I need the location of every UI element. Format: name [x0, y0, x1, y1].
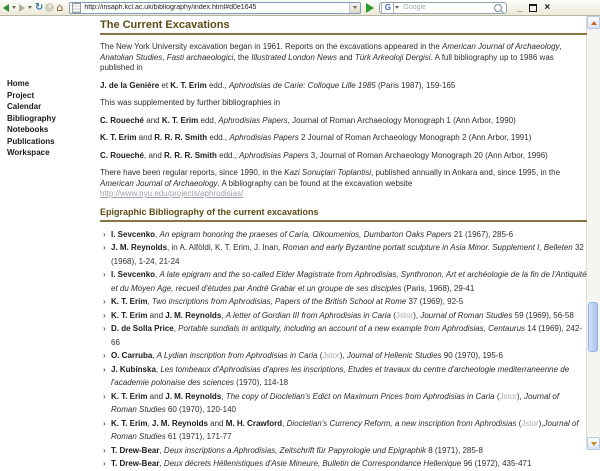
vertical-scrollbar[interactable]: [586, 16, 600, 450]
bib-entry: › O. Carruba, A Lydian inscription from Aphrodisias in Caria (Jstor), Journal of Hellenic Studies 90 (1970), 195-6: [100, 349, 587, 363]
reports-paragraph: [100, 168, 587, 200]
section-rule: [100, 220, 587, 222]
bib-entry: › K. T. Erim and J. M. Reynolds, The copy of Diocletian's Edict on Maximum Prices from Aphrodisias in Caria (Jstor), Journal of Roman Studies 60 (1970), 120-140: [100, 390, 587, 417]
bullet-arrow-icon: ›: [103, 351, 106, 360]
bib-entry: › K. T. Erim, Two inscriptions from Aphrodisias, Papers of the British School at Rome 37 (1969), 92-5: [100, 295, 587, 309]
minimize-button[interactable]: _: [517, 2, 523, 13]
window-controls: [517, 3, 550, 13]
intro-paragraph: The New York University excavation began in 1961. Reports on the excavations appeared in the American Journal of Archaeology, Anatolian Studies, Fasti archaeologici, the Illustrated London News and Türk Arkeoloji Dergisi. A full bibliography up to 1986 was published in: [100, 42, 562, 72]
back-history-dropdown[interactable]: [11, 1, 17, 15]
main-content: [100, 16, 587, 471]
search-bar[interactable]: [379, 2, 507, 14]
reports-text: There have been regular reports, since 1990, in the Kazi Sonuçlari Toplantisi, published annually in Ankara and, since 1995, in the American Journal of Archaeology. A bibliography can be found at the excavation website: [100, 168, 561, 188]
jstor-link[interactable]: Jstor: [499, 391, 517, 401]
bullet-arrow-icon: ›: [103, 459, 106, 468]
sidebar-nav: [7, 78, 56, 159]
bullet-arrow-icon: ›: [103, 324, 106, 333]
go-button[interactable]: [366, 3, 374, 13]
url-input[interactable]: http://insaph.kcl.ac.uk/bibliography/index.html#d0e1645: [84, 4, 257, 11]
section-title: Epigraphic Bibliography of the current excavations: [100, 206, 319, 217]
chevron-down-icon: [28, 6, 32, 9]
reference-line: C. Roueché, and R. R. R. Smith edd., Aphrodisias Papers 3, Journal of Roman Archaeology Monograph 20 (Ann Arbor, 1996): [100, 150, 548, 160]
bullet-arrow-icon: ›: [103, 418, 106, 428]
excavation-website-link[interactable]: http://www.nyu.edu/projects/aphrodisias/: [100, 189, 244, 198]
bib-entry: › T. Drew-Bear, Deux inscriptions a Aphrodisias, Zeitschrift für Papyrologie und Epigraphik 8 (1971), 285-8: [100, 444, 587, 458]
bib-entry: › T. Drew-Bear, Deux décrets Héllenistiques d'Asie Mineure, Bulletin de Correspondance Hellenique 96 (1972), 435-471: [100, 457, 587, 471]
back-icon: [3, 4, 9, 12]
search-input[interactable]: Google: [403, 4, 426, 11]
home-button[interactable]: [56, 1, 63, 15]
chevron-down-icon: [353, 6, 357, 9]
bullet-arrow-icon: ›: [103, 310, 106, 320]
restore-button[interactable]: [529, 4, 537, 12]
forward-history-dropdown[interactable]: [27, 1, 33, 15]
search-icon[interactable]: [494, 4, 502, 12]
reload-button[interactable]: [35, 1, 43, 15]
sidebar-item-notebooks[interactable]: Notebooks: [7, 125, 49, 134]
chevron-down-icon: [12, 6, 16, 9]
bullet-arrow-icon: ›: [103, 270, 106, 279]
sidebar-item-bibliography[interactable]: Bibliography: [7, 113, 56, 123]
page-icon: [72, 3, 81, 13]
bib-entry: › K. T. Erim, J. M. Reynolds and M. H. Crawford, Diocletian's Currency Reform, a new inscription from Aphrodisias (Jstor),Journal of Roman Studies 61 (1971), 171-77: [100, 417, 587, 444]
bullet-arrow-icon: ›: [103, 364, 106, 374]
bullet-arrow-icon: ›: [103, 243, 106, 252]
back-button[interactable]: [3, 1, 9, 15]
bullet-arrow-icon: ›: [103, 391, 106, 401]
scroll-down-button[interactable]: [587, 437, 600, 450]
home-icon: ⌂: [56, 1, 64, 14]
supplement-text: This was supplemented by further bibliographies in: [100, 98, 281, 107]
sidebar-item-calendar[interactable]: Calendar: [7, 102, 42, 111]
browser-toolbar: [0, 0, 600, 16]
bib-entry: › K. T. Erim and J. M. Reynolds, A letter of Gordian III from Aphrodisias in Caria (Jstor), Journal of Roman Studies 59 (1969), 56-58: [100, 309, 587, 323]
bullet-arrow-icon: ›: [103, 445, 106, 455]
stop-button[interactable]: [45, 1, 54, 15]
reference-line: J. de la Genière et K. T. Erim edd., Aphrodisias de Carie: Colloque Lille 1985 (Paris 1987), 159-165: [100, 80, 456, 90]
forward-button[interactable]: [19, 1, 25, 15]
jstor-link[interactable]: Jstor: [521, 418, 539, 428]
heading-rule: [100, 33, 587, 35]
jstor-link[interactable]: Jstor: [395, 310, 414, 320]
bib-entry: › I. Sevcenko, A late epigram and the so-called Elder Magistrate from Aphrodisias, Synthronon, Art et archéologie de la fin de l'Antiquité et du Moyen Age, recueil d'études par André Grabar et un groupe de ses disciples (Paris, 1968), 29-41: [100, 268, 587, 295]
close-button[interactable]: ×: [544, 1, 551, 13]
bullet-arrow-icon: ›: [103, 297, 106, 306]
search-engine-dropdown-icon[interactable]: [395, 6, 399, 9]
bib-entry: › I. Sevcenko, An epigram honoring the praeses of Caria, Oikoumenios, Dumbarton Oaks Papers 21 (1967), 285-6: [100, 228, 587, 242]
go-icon: [366, 3, 374, 13]
sidebar-item-project[interactable]: Project: [7, 90, 35, 100]
bib-entry: › D. de Solla Price, Portable sundials in antiquity, including an account of a new example from Aphrodisias, Centaurus 14 (1969), 242-66: [100, 322, 587, 349]
bib-entry: › J. Kubinska, Les tombeaux d'Aphrodisias d'apres les inscriptions, Etudes et travaux du centre d'archeologie mediterraneenne de l'academie polonaise des sciences (1970), 114-18: [100, 363, 587, 390]
page-title: The Current Excavations: [100, 19, 230, 31]
bib-entry: › J. M. Reynolds, in A. Alföldi, K. T. Erim, J. Inan, Roman and early Byzantine portait sculpture in Asia Minor. Supplement I, Belleten 32 (1968), 1-24, 21-24: [100, 241, 587, 268]
sidebar-item-workspace[interactable]: Workspace: [7, 148, 50, 157]
bullet-arrow-icon: ›: [103, 229, 106, 239]
stop-icon: ×: [45, 3, 54, 12]
scroll-down-icon: [591, 442, 597, 446]
url-dropdown-button[interactable]: [349, 3, 360, 13]
sidebar-item-publications[interactable]: Publications: [7, 136, 55, 146]
scroll-up-button[interactable]: [587, 16, 600, 29]
forward-icon: [19, 4, 25, 12]
bibliography-list: [100, 228, 587, 471]
scrollbar-thumb[interactable]: [588, 302, 598, 352]
reference-line: K. T. Erim and R. R. R. Smith edd., Aphrodisias Papers 2 Journal of Roman Archaeology Monograph 2 (Ann Arbor, 1991): [100, 133, 532, 142]
google-engine-icon[interactable]: G: [381, 2, 394, 14]
sidebar-item-home[interactable]: Home: [7, 79, 30, 88]
address-bar[interactable]: [69, 2, 361, 14]
scroll-up-icon: [591, 21, 597, 25]
reload-icon: ↻: [35, 1, 44, 13]
reference-line: C. Roueché and K. T. Erim edd, Aphrodisias Papers, Journal of Roman Archaeology Monograph 1 (Ann Arbor, 1990): [100, 115, 516, 125]
jstor-link[interactable]: Jstor: [322, 351, 340, 360]
